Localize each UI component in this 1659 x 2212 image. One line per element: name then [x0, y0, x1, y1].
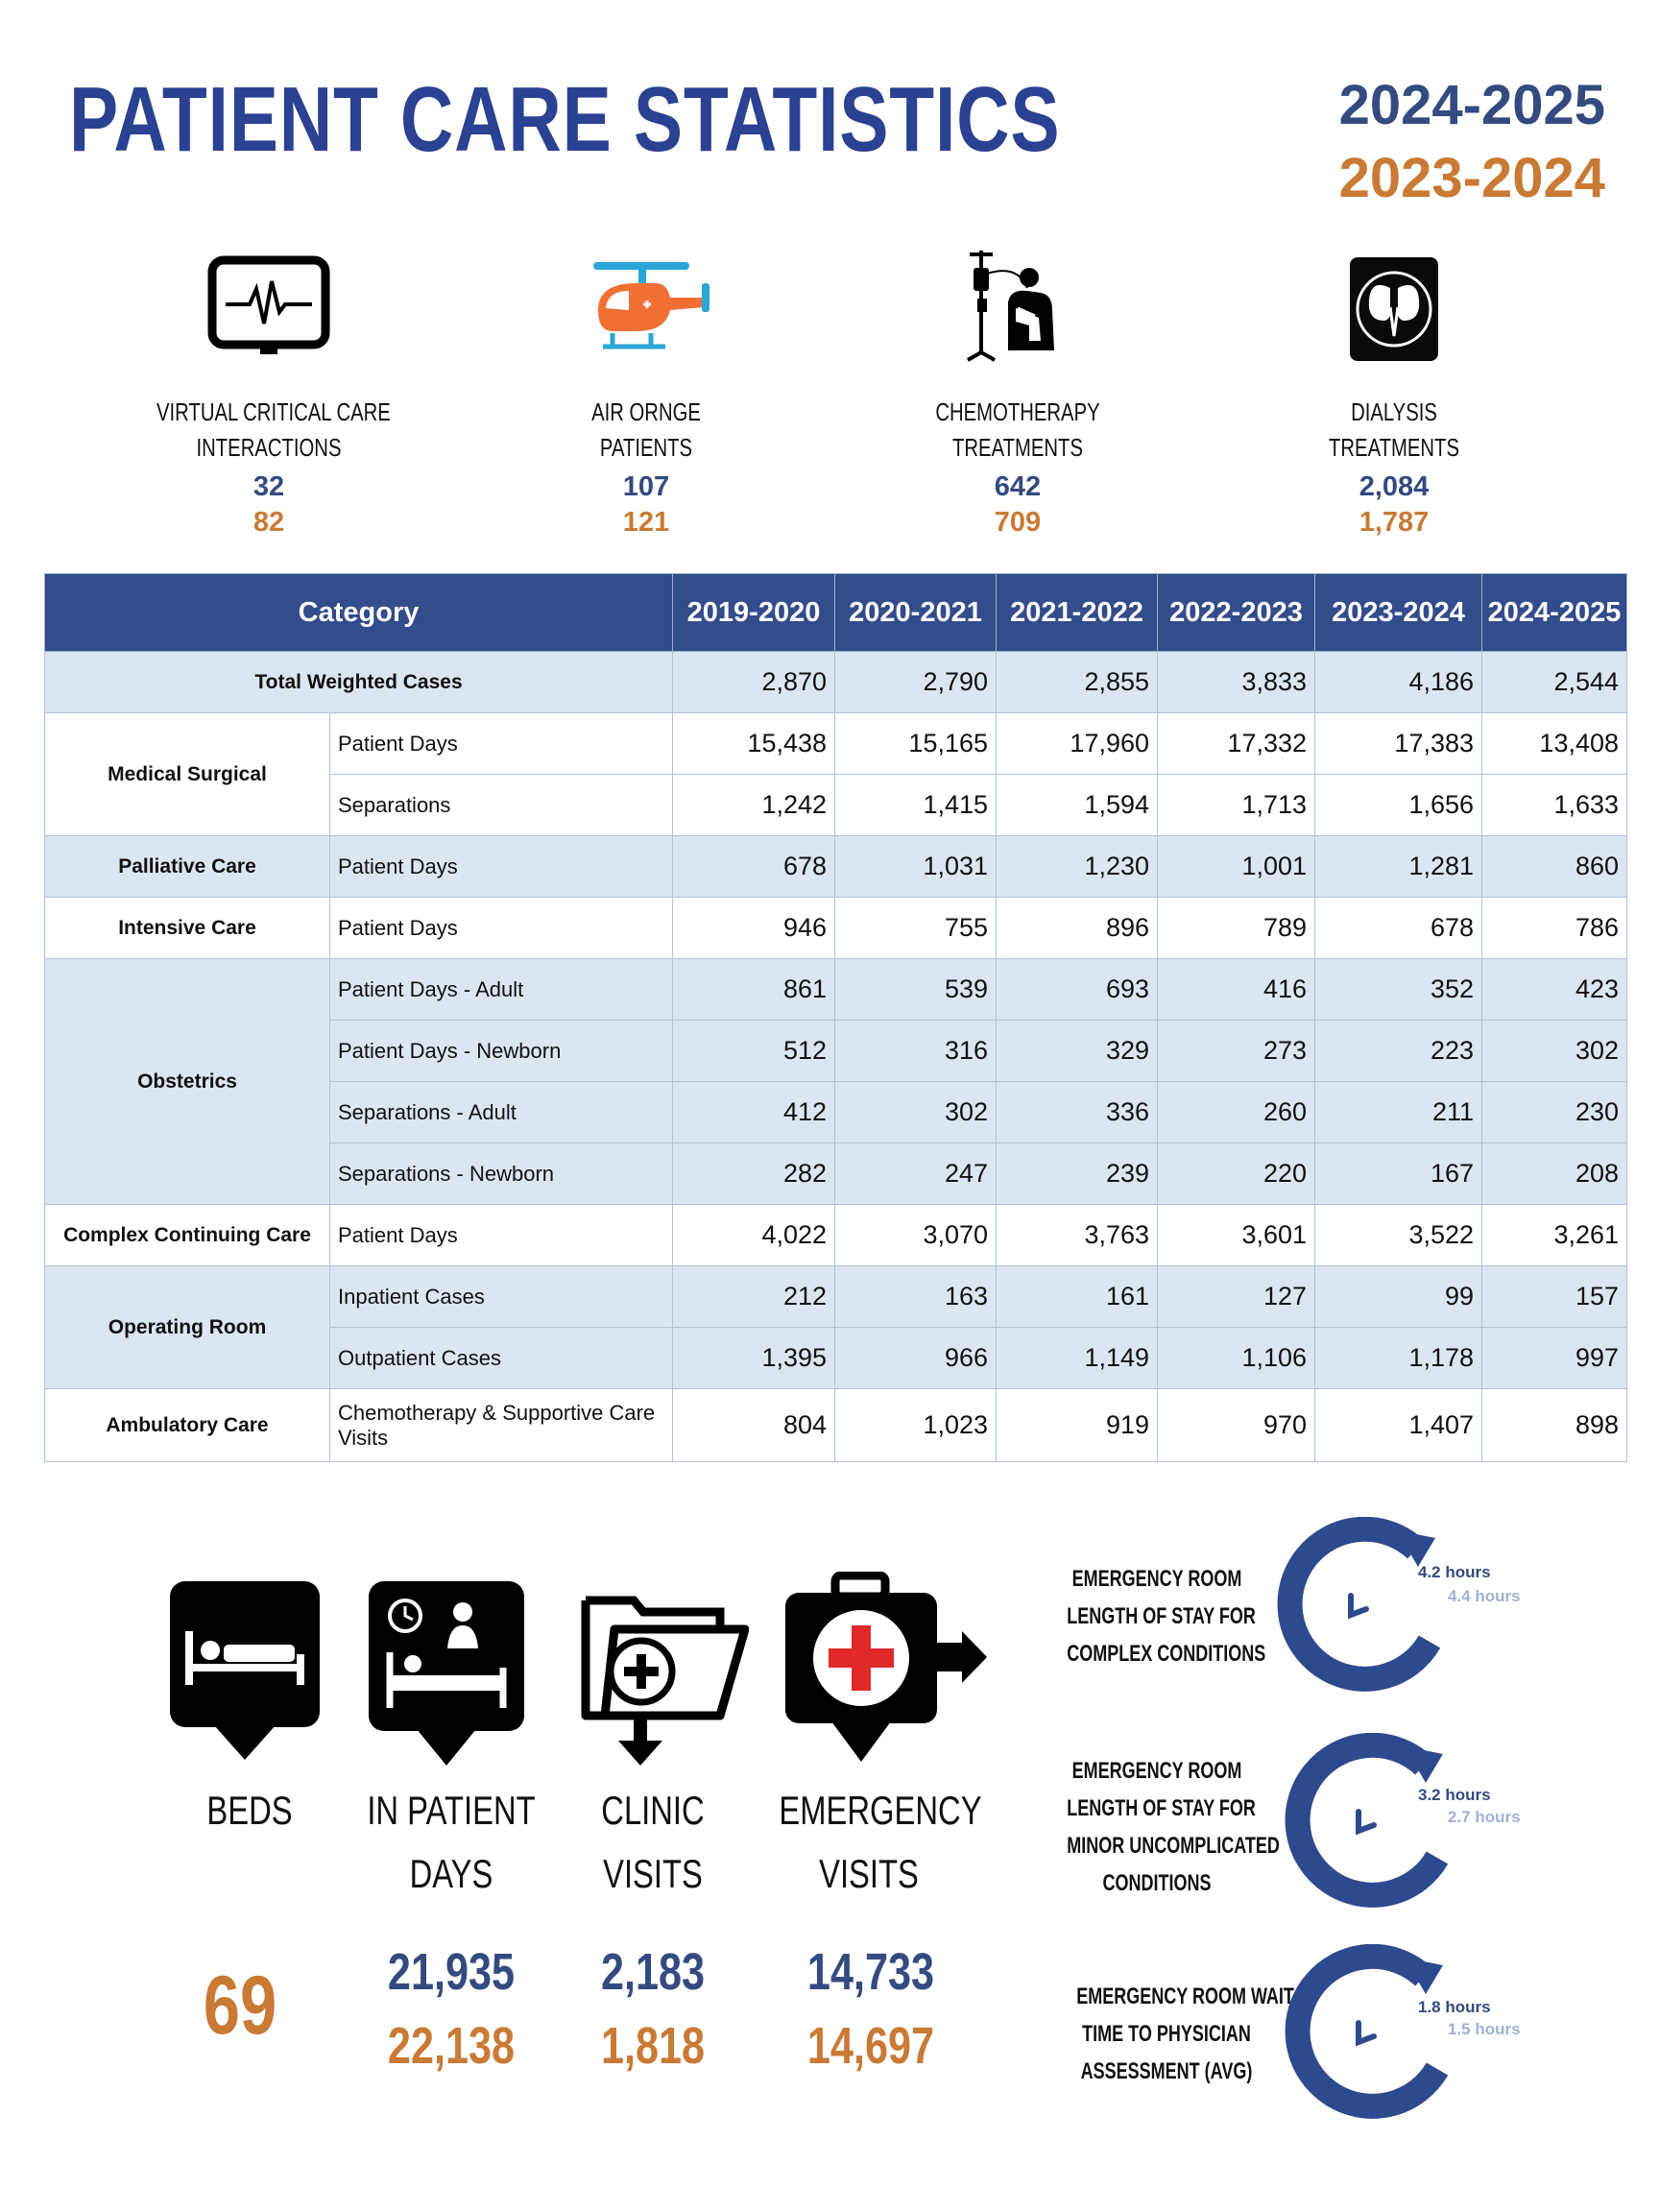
table-cell: 302 [1482, 1021, 1627, 1082]
table-cell: 2,855 [997, 652, 1158, 713]
table-row [45, 959, 1627, 1021]
table-cell: 223 [1315, 1021, 1482, 1082]
er-current-hours: 4.2 hours [1418, 1563, 1491, 1581]
table-cell: 4,022 [673, 1205, 835, 1266]
table-cell: 3,070 [835, 1205, 997, 1266]
kpi-current-value: 642 [994, 471, 1042, 502]
row-subcategory: Patient Days - Adult [330, 959, 673, 1021]
clock-icon [1280, 1944, 1462, 2127]
table-cell: 127 [1158, 1266, 1315, 1328]
kpi-dialysis [1250, 245, 1538, 539]
column-header: 2022-2023 [1158, 574, 1315, 652]
table-cell: 786 [1482, 898, 1627, 959]
inpatient-icon [367, 1572, 526, 1769]
page-title: PATIENT CARE STATISTICS [69, 68, 1061, 171]
table-cell: 1,106 [1158, 1328, 1315, 1389]
emergency-visits-previous: 14,697 [806, 2017, 935, 2075]
table-cell: 1,031 [835, 836, 997, 898]
table-cell: 804 [673, 1389, 835, 1462]
er-previous-hours: 1.5 hours [1448, 2020, 1521, 2038]
er-metric-label: EMERGENCY ROOM LENGTH OF STAY FOR COMPLEX CONDITIONS [1067, 1566, 1266, 1667]
table-cell: 898 [1482, 1389, 1627, 1462]
table-row [45, 836, 1627, 898]
table-cell: 423 [1482, 959, 1627, 1021]
row-subcategory: Patient Days [330, 713, 673, 775]
tile-label-emergency-visits: EMERGENCY VISITS [779, 1788, 982, 1896]
table-cell: 1,633 [1482, 775, 1627, 836]
table-cell: 755 [835, 898, 997, 959]
table-cell: 1,407 [1315, 1389, 1482, 1462]
table-cell: 212 [673, 1266, 835, 1328]
row-category: Obstetrics [45, 959, 330, 1205]
column-header: 2024-2025 [1482, 574, 1627, 652]
row-category: Operating Room [45, 1266, 330, 1389]
table-cell: 539 [835, 959, 997, 1021]
er-current-hours: 3.2 hours [1418, 1786, 1491, 1804]
table-cell: 239 [997, 1143, 1158, 1205]
table-header-row [45, 574, 1627, 652]
kpi-previous-value: 1,787 [1358, 507, 1430, 538]
clinic-folder-icon [576, 1572, 749, 1769]
table-cell: 15,165 [835, 713, 997, 775]
table-cell: 3,833 [1158, 652, 1315, 713]
table-cell: 1,395 [673, 1328, 835, 1389]
emergency-visits-current: 14,733 [806, 1943, 935, 2001]
table-cell: 17,383 [1315, 713, 1482, 775]
table-cell: 336 [997, 1082, 1158, 1143]
table-cell: 13,408 [1482, 713, 1627, 775]
emergency-kit-icon [781, 1572, 989, 1769]
row-subcategory: Patient Days [330, 898, 673, 959]
table-cell: 1,149 [997, 1328, 1158, 1389]
column-header: Category [45, 574, 673, 652]
heart-monitor-icon [206, 254, 331, 360]
table-cell: 1,230 [997, 836, 1158, 898]
table-cell: 861 [673, 959, 835, 1021]
tile-label-clinic-visits: CLINIC VISITS [601, 1788, 705, 1896]
row-subcategory: Chemotherapy & Supportive Care Visits [330, 1389, 673, 1462]
table-cell: 282 [673, 1143, 835, 1205]
table-cell: 157 [1482, 1266, 1627, 1328]
legend-previous-year: 2023-2024 [1338, 147, 1605, 209]
table-row [45, 898, 1627, 959]
table-cell: 273 [1158, 1021, 1315, 1082]
table-cell: 17,332 [1158, 713, 1315, 775]
table-cell: 220 [1158, 1143, 1315, 1205]
table-cell: 99 [1315, 1266, 1482, 1328]
kpi-previous-value: 121 [622, 507, 670, 538]
column-header: 2020-2021 [835, 574, 997, 652]
table-cell: 1,713 [1158, 775, 1315, 836]
kpi-virtual-critical-care [125, 245, 413, 539]
column-header: 2023-2024 [1315, 574, 1482, 652]
row-subcategory: Patient Days [330, 836, 673, 898]
table-cell: 163 [835, 1266, 997, 1328]
table-cell: 15,438 [673, 713, 835, 775]
row-category: Complex Continuing Care [45, 1205, 330, 1266]
table-cell: 1,415 [835, 775, 997, 836]
table-row [45, 1389, 1627, 1462]
tile-label-inpatient-days: IN PATIENT DAYS [367, 1788, 536, 1896]
table-cell: 2,544 [1482, 652, 1627, 713]
table-cell: 352 [1315, 959, 1482, 1021]
tile-label-beds: BEDS [206, 1788, 293, 1833]
inpatient-days-current: 21,935 [387, 1943, 516, 2001]
er-current-hours: 1.8 hours [1418, 1998, 1491, 2016]
clinic-visits-previous: 1,818 [600, 2017, 706, 2075]
kpi-chemotherapy [874, 245, 1162, 539]
row-subcategory: Patient Days - Newborn [330, 1021, 673, 1082]
year-legend [1339, 69, 1605, 215]
table-cell: 3,763 [997, 1205, 1158, 1266]
table-cell: 208 [1482, 1143, 1627, 1205]
kpi-label: VIRTUAL CRITICAL CARE INTERACTIONS [156, 397, 391, 462]
row-subcategory: Patient Days [330, 1205, 673, 1266]
row-subcategory: Outpatient Cases [330, 1328, 673, 1389]
table-cell: 2,870 [673, 652, 835, 713]
row-category: Intensive Care [45, 898, 330, 959]
table-cell: 789 [1158, 898, 1315, 959]
bed-icon [168, 1572, 322, 1764]
column-header: 2021-2022 [997, 574, 1158, 652]
table-cell: 2,790 [835, 652, 997, 713]
table-cell: 997 [1482, 1328, 1627, 1389]
table-cell: 966 [835, 1328, 997, 1389]
table-cell: 970 [1158, 1389, 1315, 1462]
table-cell: 211 [1315, 1082, 1482, 1143]
legend-current-year: 2024-2025 [1338, 74, 1605, 136]
er-metric-label: EMERGENCY ROOM LENGTH OF STAY FOR MINOR UNCOMPLICATED CONDITIONS [1067, 1758, 1280, 1896]
table-cell: 896 [997, 898, 1158, 959]
row-category: Ambulatory Care [45, 1389, 330, 1462]
table-cell: 412 [673, 1082, 835, 1143]
inpatient-days-previous: 22,138 [387, 2017, 516, 2075]
table-cell: 247 [835, 1143, 997, 1205]
table-cell: 1,281 [1315, 836, 1482, 898]
table-cell: 919 [997, 1389, 1158, 1462]
row-category: Medical Surgical [45, 713, 330, 836]
kpi-label: AIR ORNGE PATIENTS [591, 397, 701, 462]
table-cell: 17,960 [997, 713, 1158, 775]
kpi-previous-value: 82 [252, 507, 285, 538]
statistics-table [44, 573, 1627, 1462]
kpi-current-value: 32 [252, 471, 285, 502]
er-metric-label: EMERGENCY ROOM WAIT TIME TO PHYSICIAN ASSESSMENT (AVG) [1076, 1984, 1294, 2084]
kpi-label: CHEMOTHERAPY TREATMENTS [935, 397, 1100, 462]
table-cell: 512 [673, 1021, 835, 1082]
table-row [45, 713, 1627, 775]
table-cell: 1,178 [1315, 1328, 1482, 1389]
row-subcategory: Separations - Newborn [330, 1143, 673, 1205]
table-row [45, 652, 1627, 713]
er-previous-hours: 2.7 hours [1448, 1808, 1521, 1826]
er-previous-hours: 4.4 hours [1448, 1587, 1521, 1605]
table-cell: 161 [997, 1266, 1158, 1328]
kpi-label: DIALYSIS TREATMENTS [1329, 397, 1459, 462]
kpi-current-value: 2,084 [1358, 471, 1430, 502]
table-cell: 946 [673, 898, 835, 959]
clinic-visits-current: 2,183 [600, 1943, 706, 2001]
kpi-current-value: 107 [622, 471, 670, 502]
table-cell: 3,522 [1315, 1205, 1482, 1266]
kpi-air-ornge [502, 245, 790, 539]
row-category: Palliative Care [45, 836, 330, 898]
row-category: Total Weighted Cases [45, 652, 673, 713]
row-subcategory: Separations - Adult [330, 1082, 673, 1143]
row-subcategory: Inpatient Cases [330, 1266, 673, 1328]
table-cell: 678 [1315, 898, 1482, 959]
helicopter-icon [579, 254, 713, 360]
column-header: 2019-2020 [673, 574, 835, 652]
table-cell: 4,186 [1315, 652, 1482, 713]
table-row [45, 1205, 1627, 1266]
table-cell: 302 [835, 1082, 997, 1143]
table-cell: 329 [997, 1021, 1158, 1082]
kpi-previous-value: 709 [994, 507, 1042, 538]
table-cell: 1,001 [1158, 836, 1315, 898]
table-cell: 167 [1315, 1143, 1482, 1205]
clock-icon [1280, 1733, 1462, 1915]
table-cell: 1,242 [673, 775, 835, 836]
table-cell: 260 [1158, 1082, 1315, 1143]
table-cell: 416 [1158, 959, 1315, 1021]
kidney-icon [1346, 250, 1442, 365]
table-cell: 316 [835, 1021, 997, 1082]
table-cell: 3,261 [1482, 1205, 1627, 1266]
table-cell: 1,594 [997, 775, 1158, 836]
table-cell: 860 [1482, 836, 1627, 898]
table-cell: 3,601 [1158, 1205, 1315, 1266]
table-row [45, 1266, 1627, 1328]
table-cell: 678 [673, 836, 835, 898]
table-cell: 693 [997, 959, 1158, 1021]
chemotherapy-chair-icon [960, 245, 1075, 370]
table-cell: 1,023 [835, 1389, 997, 1462]
row-subcategory: Separations [330, 775, 673, 836]
table-cell: 1,656 [1315, 775, 1482, 836]
beds-value: 69 [203, 1960, 277, 2052]
table-cell: 230 [1482, 1082, 1627, 1143]
clock-icon [1272, 1517, 1455, 1699]
